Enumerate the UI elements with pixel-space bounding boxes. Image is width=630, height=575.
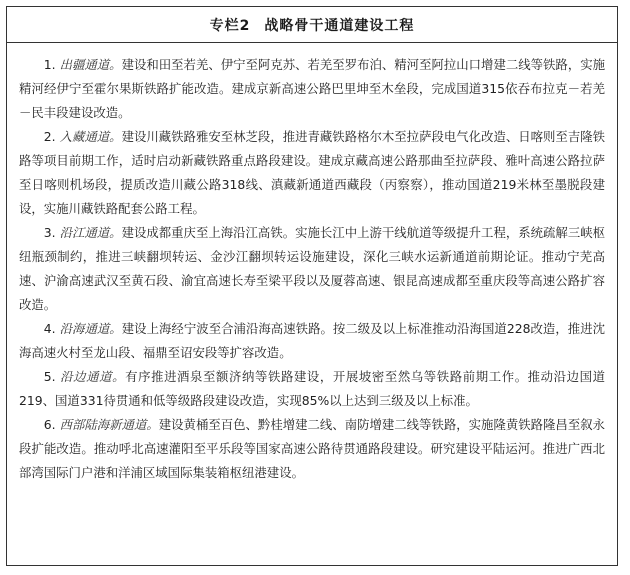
item-number: 3. xyxy=(43,225,56,240)
item-enter-tibet xyxy=(19,125,605,221)
item-text: 建设川藏铁路雅安至林芝段，推进青藏铁路格尔木至拉萨段电气化改造、日喀则至吉隆铁路等项目前期工作，适时启动新藏铁路重点路段建设。建成京藏高速公路那曲至拉萨段、雅叶高速公路拉萨至日喀则机场段，提质改造川藏公路318线、滇藏新通道西藏段（丙察察），推动国道219米林至墨脱段建设，实施川藏铁路配套公路工程。 xyxy=(19,129,605,216)
box-title-text: 战略骨干通道建设工程 xyxy=(264,17,415,34)
item-text: 建设和田至若羌、伊宁至阿克苏、若羌至罗布泊、精河至阿拉山口增建二线等铁路，实施精河经伊宁至霍尔果斯铁路扩能改造。建成京新高速公路巴里坤至木垒段，完成国道315依吞布拉克－若羌－民丰段建设改造。 xyxy=(19,57,605,120)
box-header xyxy=(7,7,617,43)
item-text: 建设上海经宁波至合浦沿海高速铁路。按二级及以上标准推动沿海国道228改造，推进沈海高速火村至龙山段、福鼎至诏安段等扩容改造。 xyxy=(19,321,606,360)
item-label: 沿海通道。 xyxy=(59,321,122,336)
item-exit-xinjiang xyxy=(19,53,605,125)
item-along-coast xyxy=(19,317,605,365)
item-label: 沿边通道。 xyxy=(60,369,126,384)
box-body xyxy=(7,43,617,485)
item-number: 5. xyxy=(43,369,56,384)
item-text: 建设黄桶至百色、黔桂增建二线、南防增建二线等铁路，实施隆黄铁路隆昌至叙永段扩能改造。推动呼北高速灌阳至平乐段等国家高速公路待贯通路段建设。研究建设平陆运河。推进广西北部湾国际门户港和洋浦区域国际集装箱枢纽港建设。 xyxy=(19,417,605,480)
item-label: 沿江通道。 xyxy=(59,225,122,240)
box-title-prefix: 专栏2 xyxy=(209,17,251,34)
column-box xyxy=(6,6,618,566)
item-number: 2. xyxy=(43,129,56,144)
item-number: 1. xyxy=(43,57,56,72)
item-label: 入藏通道。 xyxy=(59,129,122,144)
item-label: 出疆通道。 xyxy=(59,57,122,72)
item-label: 西部陆海新通道。 xyxy=(59,417,159,432)
item-text: 建设成都重庆至上海沿江高铁。实施长江中上游干线航道等级提升工程，系统疏解三峡枢纽瓶颈制约，推进三峡翻坝转运、金沙江翻坝转运设施建设，深化三峡水运新通道前期论证。推动宁芜高速、沪渝高速武汉至黄石段、渝宜高速长寿至梁平段以及厦蓉高速、银昆高速成都至重庆段等高速公路扩容改造。 xyxy=(19,225,605,312)
box-title xyxy=(210,15,415,35)
item-along-border xyxy=(19,365,605,413)
item-along-river xyxy=(19,221,605,317)
item-western-land-sea xyxy=(19,413,605,485)
item-number: 4. xyxy=(43,321,56,336)
item-number: 6. xyxy=(43,417,56,432)
item-text: 有序推进酒泉至额济纳等铁路建设，开展坡密至然乌等铁路前期工作。推动沿边国道219、国道331待贯通和低等级路段建设改造，实现85%以上达到三级及以上标准。 xyxy=(19,369,606,408)
